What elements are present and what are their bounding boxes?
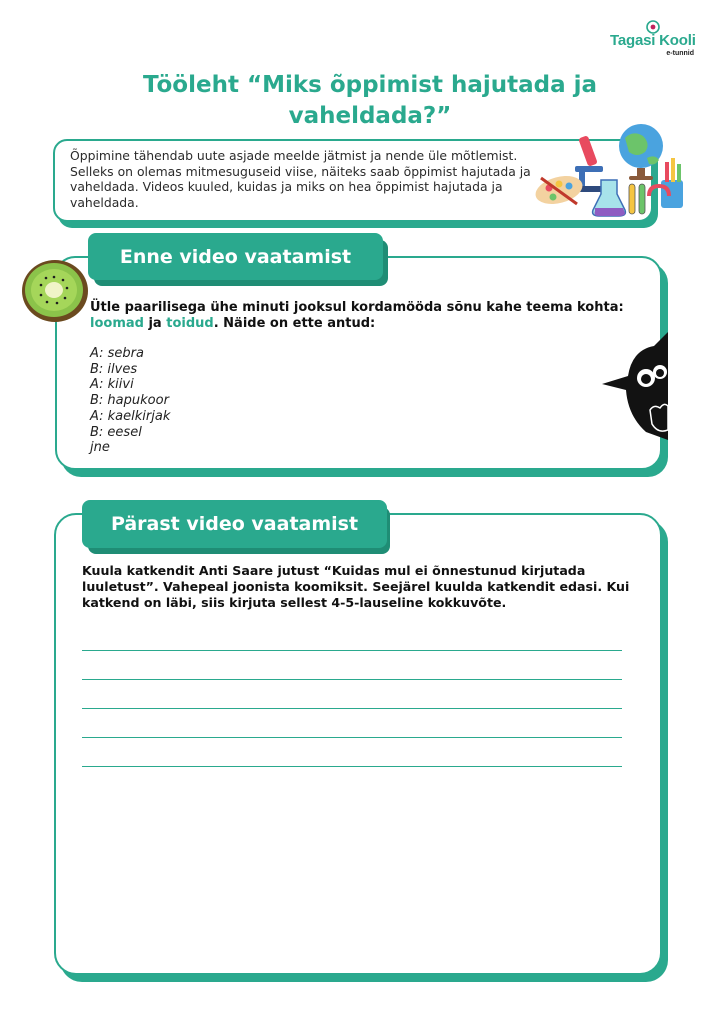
instruction-lead: Ütle paarilisega ühe minuti jooksul kordamööda sõnu kahe teema kohta: (90, 300, 624, 315)
writing-line[interactable] (82, 766, 622, 767)
example-item: A: kiivi (90, 377, 134, 393)
writing-line[interactable] (82, 737, 622, 738)
writing-line[interactable] (82, 679, 622, 680)
topic-animals: loomad (90, 316, 144, 331)
example-item: jne (90, 440, 110, 456)
logo-subtitle: e-tunnid (666, 50, 694, 57)
black-cat-icon (602, 332, 668, 440)
writing-line[interactable] (82, 708, 622, 709)
page-title: Tööleht “Miks õppimist hajutada ja vaheldada?” (142, 72, 598, 129)
instruction-tail: . Näide on ette antud: (213, 316, 376, 331)
intro-text: Õppimine tähendab uute asjade meelde jätmist ja nende üle mõtlemist. Selleks on olemas mitmesuguseid viise, näiteks saab õppimist hajutada ja vaheldada. Videos kuuled, kuidas ja miks on hea õppimist hajutada ja vaheldada. (70, 148, 531, 210)
instruction-and: ja (143, 316, 167, 331)
example-item: B: eesel (90, 424, 142, 440)
kiwi-icon (20, 258, 90, 324)
writing-line[interactable] (82, 650, 622, 651)
logo-name: Tagasi Kooli (610, 32, 696, 49)
section2-heading: Pärast video vaatamist (82, 500, 387, 548)
science-illustration-icon (533, 118, 693, 228)
example-item: A: sebra (90, 346, 144, 361)
example-list (90, 346, 170, 456)
topic-foods: toidud (166, 316, 214, 331)
example-item: A: kaelkirjak (90, 408, 171, 424)
section1-instruction (90, 300, 650, 332)
brand-logo (610, 20, 700, 60)
example-item: B: ilves (90, 361, 138, 377)
example-item: B: hapukoor (90, 393, 169, 409)
section1-heading: Enne video vaatamist (88, 233, 383, 280)
section2-instruction: Kuula katkendit Anti Saare jutust “Kuidas mul ei õnnestunud kirjutada luuletust”. Vahepeal joonista koomiksit. Seejärel kuulda katkendit edasi. Kui katkend on läbi, siis kirjuta sellest 4-5-lauseline kokkuvõte. (82, 563, 630, 610)
